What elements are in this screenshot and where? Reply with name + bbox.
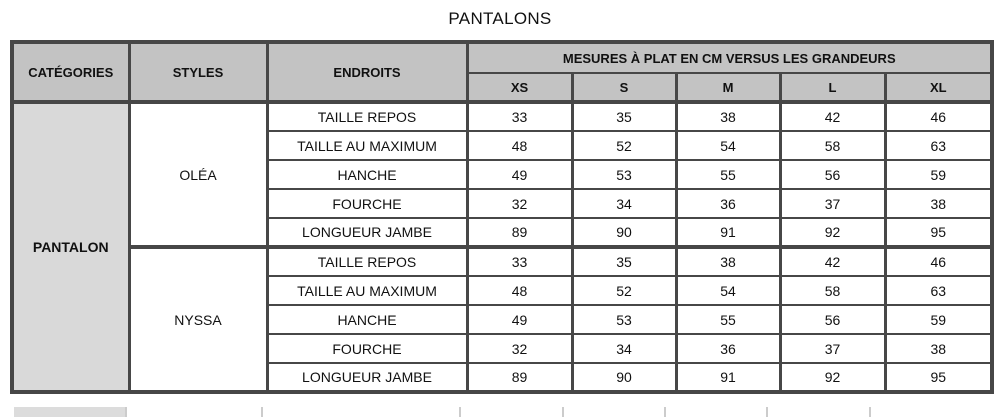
header-size-xl: XL xyxy=(885,73,992,102)
value-cell: 59 xyxy=(885,160,992,189)
next-row-cell xyxy=(666,407,768,417)
header-size-xs: XS xyxy=(467,73,572,102)
value-cell: 37 xyxy=(780,189,885,218)
value-cell: 34 xyxy=(572,189,676,218)
next-row-cell xyxy=(127,407,263,417)
value-cell: 56 xyxy=(780,160,885,189)
value-cell: 46 xyxy=(885,247,992,276)
value-cell: 54 xyxy=(676,131,780,160)
header-categories: CATÉGORIES xyxy=(12,42,129,102)
value-cell: 49 xyxy=(467,305,572,334)
value-cell: 89 xyxy=(467,218,572,247)
size-chart-table xyxy=(10,40,994,394)
endroit-cell: TAILLE AU MAXIMUM xyxy=(267,276,467,305)
value-cell: 33 xyxy=(467,247,572,276)
endroit-cell: FOURCHE xyxy=(267,189,467,218)
header-size-l: L xyxy=(780,73,885,102)
value-cell: 38 xyxy=(885,334,992,363)
table-row xyxy=(12,102,992,131)
header-mesures: MESURES À PLAT EN CM VERSUS LES GRANDEURS xyxy=(467,42,992,73)
value-cell: 37 xyxy=(780,334,885,363)
value-cell: 48 xyxy=(467,276,572,305)
value-cell: 55 xyxy=(676,160,780,189)
value-cell: 63 xyxy=(885,276,992,305)
header-endroits: ENDROITS xyxy=(267,42,467,102)
value-cell: 32 xyxy=(467,189,572,218)
value-cell: 92 xyxy=(780,218,885,247)
value-cell: 59 xyxy=(885,305,992,334)
value-cell: 42 xyxy=(780,102,885,131)
value-cell: 35 xyxy=(572,247,676,276)
value-cell: 95 xyxy=(885,218,992,247)
value-cell: 90 xyxy=(572,363,676,392)
endroit-cell: TAILLE REPOS xyxy=(267,247,467,276)
value-cell: 38 xyxy=(676,102,780,131)
value-cell: 91 xyxy=(676,218,780,247)
header-size-s: S xyxy=(572,73,676,102)
value-cell: 33 xyxy=(467,102,572,131)
value-cell: 55 xyxy=(676,305,780,334)
value-cell: 58 xyxy=(780,276,885,305)
value-cell: 89 xyxy=(467,363,572,392)
header-styles: STYLES xyxy=(129,42,267,102)
header-size-m: M xyxy=(676,73,780,102)
value-cell: 38 xyxy=(885,189,992,218)
value-cell: 92 xyxy=(780,363,885,392)
value-cell: 53 xyxy=(572,160,676,189)
value-cell: 42 xyxy=(780,247,885,276)
endroit-cell: LONGUEUR JAMBE xyxy=(267,218,467,247)
value-cell: 90 xyxy=(572,218,676,247)
value-cell: 35 xyxy=(572,102,676,131)
category-cell: PANTALON xyxy=(12,102,129,392)
next-row-cell xyxy=(461,407,564,417)
endroit-cell: HANCHE xyxy=(267,160,467,189)
value-cell: 48 xyxy=(467,131,572,160)
endroit-cell: LONGUEUR JAMBE xyxy=(267,363,467,392)
next-row-cell xyxy=(263,407,461,417)
value-cell: 38 xyxy=(676,247,780,276)
next-row-partial xyxy=(14,407,974,417)
next-row-cell xyxy=(564,407,666,417)
value-cell: 63 xyxy=(885,131,992,160)
value-cell: 58 xyxy=(780,131,885,160)
style-cell-nyssa: NYSSA xyxy=(129,247,267,392)
endroit-cell: TAILLE REPOS xyxy=(267,102,467,131)
value-cell: 36 xyxy=(676,334,780,363)
value-cell: 34 xyxy=(572,334,676,363)
value-cell: 95 xyxy=(885,363,992,392)
endroit-cell: HANCHE xyxy=(267,305,467,334)
value-cell: 32 xyxy=(467,334,572,363)
table-row xyxy=(12,247,992,276)
next-row-cell xyxy=(768,407,871,417)
next-row-cell xyxy=(871,407,974,417)
value-cell: 52 xyxy=(572,131,676,160)
endroit-cell: FOURCHE xyxy=(267,334,467,363)
value-cell: 49 xyxy=(467,160,572,189)
value-cell: 53 xyxy=(572,305,676,334)
value-cell: 56 xyxy=(780,305,885,334)
endroit-cell: TAILLE AU MAXIMUM xyxy=(267,131,467,160)
value-cell: 52 xyxy=(572,276,676,305)
style-cell-olea: OLÉA xyxy=(129,102,267,247)
value-cell: 54 xyxy=(676,276,780,305)
value-cell: 36 xyxy=(676,189,780,218)
page-title: PANTALONS xyxy=(448,9,552,28)
value-cell: 91 xyxy=(676,363,780,392)
next-row-category-cell xyxy=(14,407,127,417)
value-cell: 46 xyxy=(885,102,992,131)
